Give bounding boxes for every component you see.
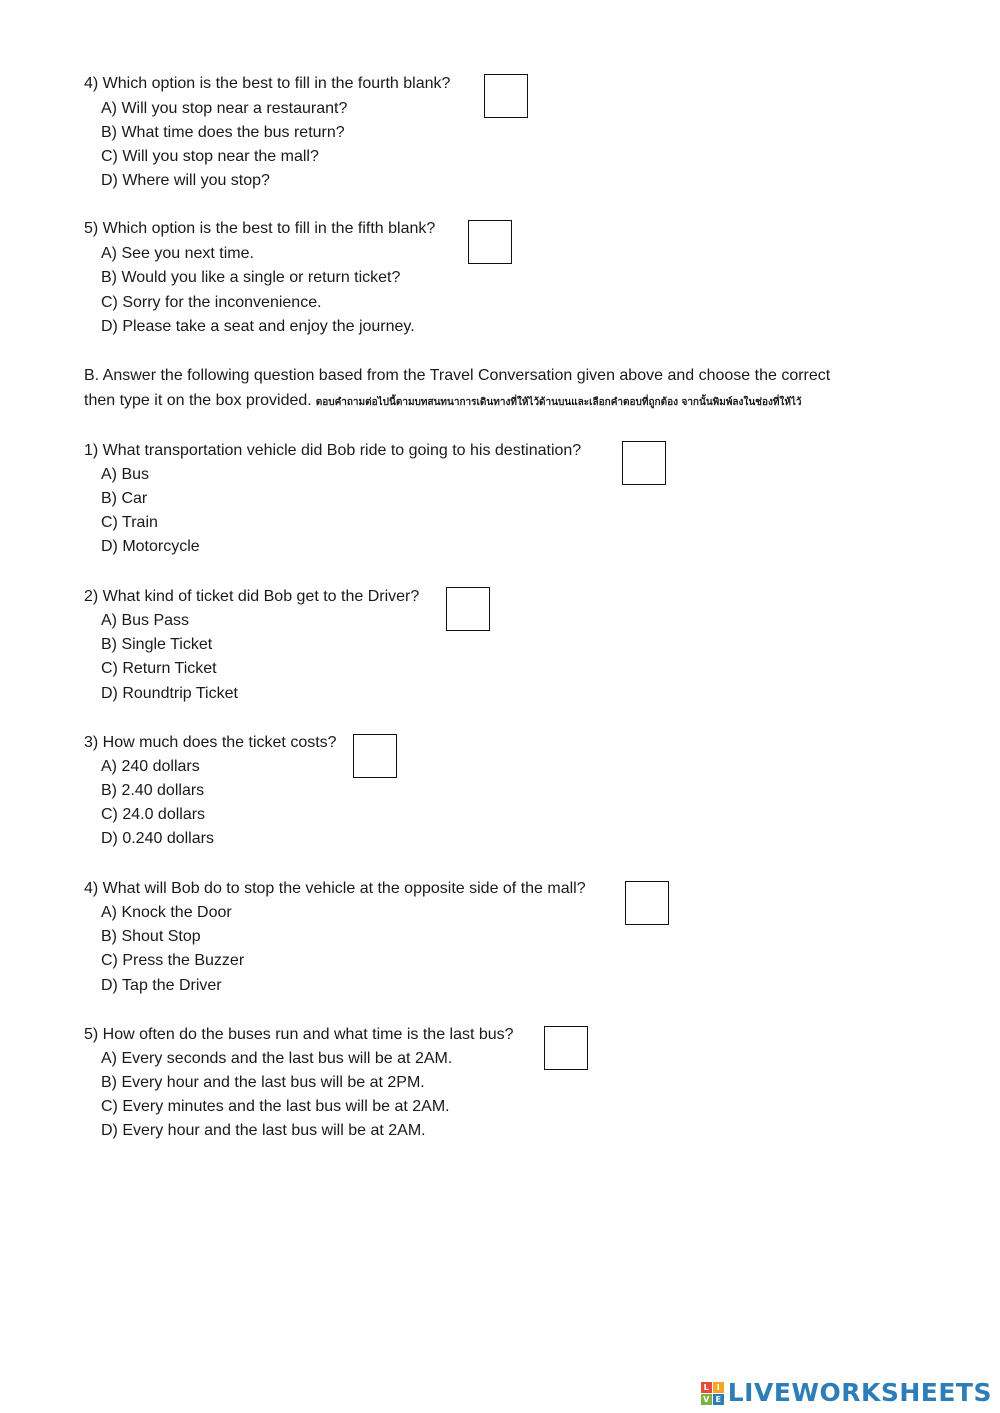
liveworksheets-logo <box>701 1379 992 1407</box>
option: A) Bus Pass <box>101 612 190 629</box>
option: B) Would you like a single or return ticket? <box>101 269 401 286</box>
section-b-instruction-line2 <box>84 391 802 413</box>
answer-box[interactable] <box>353 734 397 778</box>
option: D) Tap the Driver <box>101 977 222 994</box>
option: B) Single Ticket <box>101 636 213 653</box>
option: D) Every hour and the last bus will be at 2AM. <box>101 1122 426 1139</box>
option: A) Bus <box>101 466 150 483</box>
logo-letter: V <box>701 1394 712 1405</box>
question-text: 4) Which option is the best to fill in the fourth blank? <box>84 75 451 92</box>
answer-box[interactable] <box>484 74 528 118</box>
answer-box[interactable] <box>544 1026 588 1070</box>
option: B) Shout Stop <box>101 928 201 945</box>
option: C) Press the Buzzer <box>101 952 245 969</box>
option: C) Sorry for the inconvenience. <box>101 294 322 311</box>
option: A) Every seconds and the last bus will be at 2AM. <box>101 1050 453 1067</box>
option: A) 240 dollars <box>101 758 200 775</box>
question-text: 5) Which option is the best to fill in the fifth blank? <box>84 220 436 237</box>
option: C) 24.0 dollars <box>101 806 206 823</box>
answer-box[interactable] <box>625 881 669 925</box>
question-text: 3) How much does the ticket costs? <box>84 734 337 751</box>
question-text: 5) How often do the buses run and what time is the last bus? <box>84 1026 514 1043</box>
brand-name: LIVEWORKSHEETS <box>727 1378 992 1407</box>
option: A) Knock the Door <box>101 904 232 921</box>
option: D) 0.240 dollars <box>101 830 214 847</box>
option: A) Will you stop near a restaurant? <box>101 100 348 117</box>
option: B) What time does the bus return? <box>101 124 345 141</box>
question-text: 1) What transportation vehicle did Bob ride to going to his destination? <box>84 442 582 459</box>
logo-letter: E <box>713 1394 724 1405</box>
option: C) Return Ticket <box>101 660 217 677</box>
option: D) Motorcycle <box>101 538 200 555</box>
logo-letter: I <box>713 1382 724 1393</box>
option: D) Roundtrip Ticket <box>101 685 238 702</box>
question-text: 2) What kind of ticket did Bob get to the Driver? <box>84 588 420 605</box>
option: D) Please take a seat and enjoy the journey. <box>101 318 415 335</box>
question-text: 4) What will Bob do to stop the vehicle at the opposite side of the mall? <box>84 880 586 897</box>
option: A) See you next time. <box>101 245 254 262</box>
answer-box[interactable] <box>622 441 666 485</box>
option: B) Every hour and the last bus will be at 2PM. <box>101 1074 425 1091</box>
answer-box[interactable] <box>446 587 490 631</box>
option: C) Every minutes and the last bus will be at 2AM. <box>101 1098 450 1115</box>
thai-instruction: ตอบคำถามต่อไปนี้ตามบทสนทนาการเดินทางที่ให้ไว้ด้านบนและเลือกคำตอบที่ถูกต้อง จากนั้นพิมพ์ลงในช่องที่ให้ไว้ <box>315 397 802 408</box>
option: D) Where will you stop? <box>101 172 270 189</box>
answer-box[interactable] <box>468 220 512 264</box>
option: B) 2.40 dollars <box>101 782 205 799</box>
section-b-instruction: B. Answer the following question based from the Travel Conversation given above and choose the correct <box>84 367 831 384</box>
option: B) Car <box>101 490 148 507</box>
option: C) Will you stop near the mall? <box>101 148 319 165</box>
logo-letter: L <box>701 1382 712 1393</box>
logo-icon <box>701 1382 724 1405</box>
option: C) Train <box>101 514 158 531</box>
section-b-instruction-text: then type it on the box provided. <box>84 392 312 409</box>
